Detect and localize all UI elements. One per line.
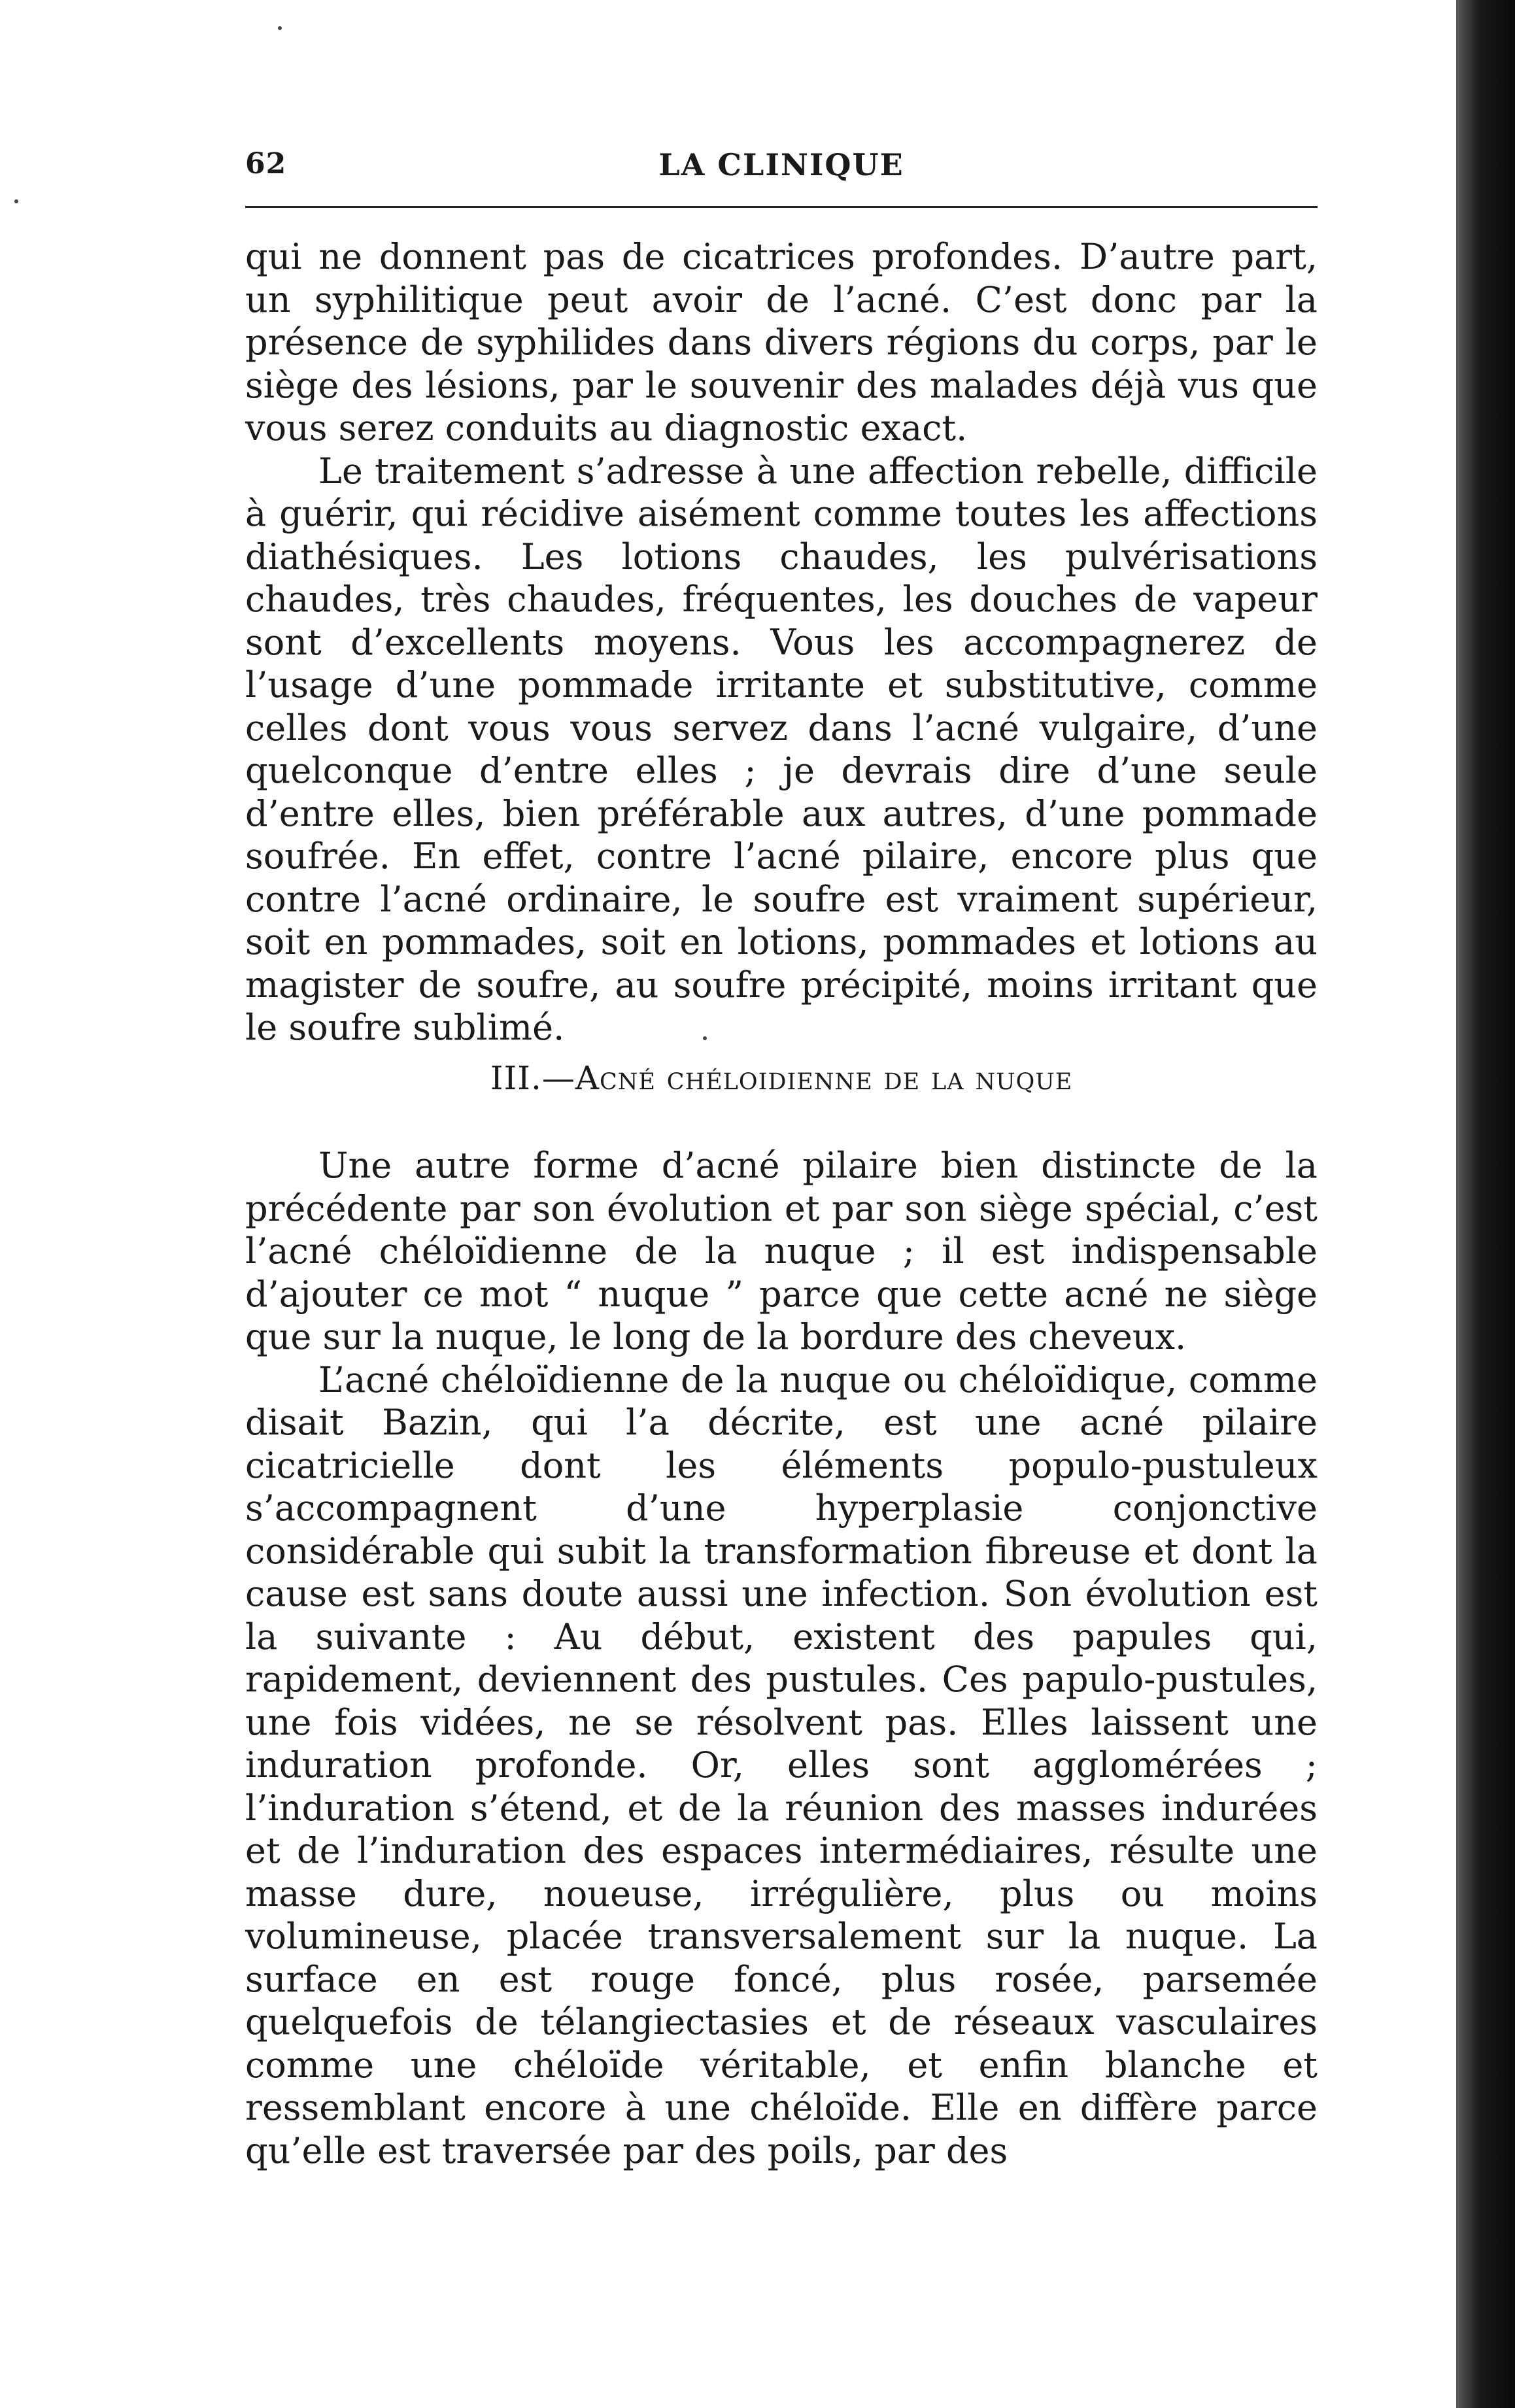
paragraph: qui ne donnent pas de cicatrices profondes. D’autre part, un syphilitique peut avoir de l’acné. C’est donc par la présence de syphilides dans divers régions du corps, par le siège des lésions, par le souvenir des malades déjà vus que vous serez conduits au diagnostic exact. (245, 236, 1318, 449)
paragraph: Une autre forme d’acné pilaire bien distincte de la précédente par son évolution et par son siège spécial, c’est l’acné chéloïdienne de la nuque ; il est indispensable d’ajouter ce mot “ nuque ” parce que cette acné ne siège que sur la nuque, le long de la bordure des cheveux. (245, 1145, 1318, 1357)
header-rule (245, 206, 1318, 208)
running-head: LA CLINIQUE (658, 147, 904, 182)
page-number: 62 (245, 147, 287, 180)
page-header (245, 141, 1318, 193)
paragraph: L’acné chéloïdienne de la nuque ou chéloïdique, comme disait Bazin, qui l’a décrite, est une acné pilaire cicatricielle dont les éléments populo-pustuleux s’accompagnent d’une hyperplasie conjonctive considérable qui subit la transformation fibreuse et dont la cause est sans doute aussi une infection. Son évolution est la suivante : Au début, existent des papules qui, rapidement, deviennent des pustules. Ces papulo-pustules, une fois vidées, ne se résolvent pas. Elles laissent une induration profonde. Or, elles sont agglomérées ; l’induration s’étend, et de la réunion des masses indurées et de l’induration des espaces intermédiaires, résulte une masse dure, noueuse, irrégulière, plus ou moins volumineuse, placée transversalement sur la nuque. La surface en est rouge foncé, plus rosée, parsemée quelquefois de télangiectasies et de réseaux vasculaires comme une chéloïde véritable, et enfin blanche et ressemblant encore à une chéloïde. Elle en diffère parce qu’elle est traversée par des poils, par des (245, 1359, 1318, 2171)
scanned-binding-edge (1456, 0, 1515, 2408)
section-heading (245, 1059, 1318, 1097)
section-heading-text: III.—Acné chéloidienne de la nuque (490, 1059, 1073, 1097)
paragraph: Le traitement s’adresse à une affection rebelle, difficile à guérir, qui récidive aisément comme toutes les affections diathésiques. Les lotions chaudes, les pulvérisations chaudes, très chaudes, fréquentes, les douches de vapeur sont d’excellents moyens. Vous les accompagnerez de l’usage d’une pommade irritante et substitutive, comme celles dont vous vous servez dans l’acné vulgaire, d’une quelconque d’entre elles ; je devrais dire d’une seule d’entre elles, bien préférable aux autres, d’une pommade soufrée. En effet, contre l’acné pilaire, encore plus que contre l’acné ordinaire, le soufre est vraiment supérieur, soit en pommades, soit en lotions, pommades et lotions au magister de soufre, au soufre précipité, moins irritant que le soufre sublimé. (245, 450, 1318, 1048)
text-block-after-heading (245, 1144, 1318, 2172)
text-block-before-heading (245, 235, 1318, 1049)
scan-speck (278, 26, 282, 30)
scan-speck (14, 199, 18, 203)
